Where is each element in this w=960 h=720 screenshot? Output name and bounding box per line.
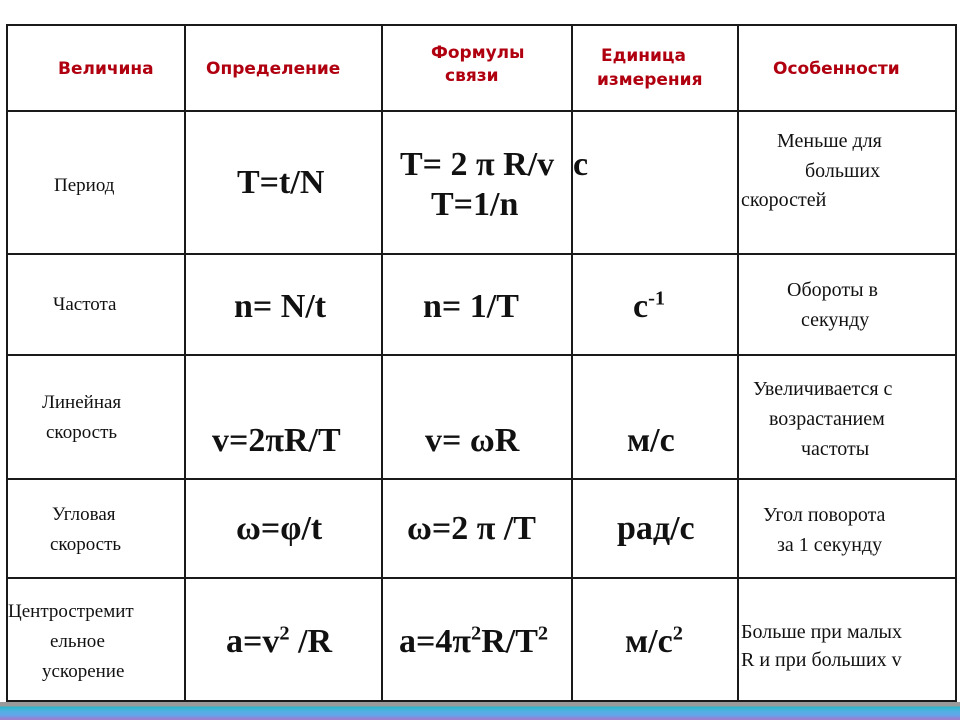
cell-formulas	[382, 254, 572, 355]
header-formulas-line2: связи	[445, 66, 499, 86]
cell-definition	[185, 355, 382, 479]
cell-name	[7, 111, 185, 254]
quantity-name-line1: Центростремит	[8, 601, 134, 622]
quantity-name-line2: скорость	[50, 534, 122, 555]
header-cell-quantity	[7, 25, 185, 111]
cell-name	[7, 578, 185, 701]
physics-table	[6, 24, 957, 702]
header-cell-definition	[185, 25, 382, 111]
cell-definition	[185, 254, 382, 355]
note-line3: частоты	[801, 438, 870, 460]
definition-formula: n= N/t	[234, 288, 327, 325]
cell-name	[7, 355, 185, 479]
header-cell-unit	[572, 25, 738, 111]
cell-formulas	[382, 355, 572, 479]
header-unit-line1: Единица	[601, 46, 686, 66]
table-row	[7, 479, 956, 578]
definition-formula: T=t/N	[237, 164, 325, 201]
header-quantity: Величина	[58, 59, 154, 79]
unit: c	[573, 146, 589, 183]
table-row	[7, 111, 956, 254]
quantity-name-line1: Угловая	[52, 504, 116, 525]
quantity-name-line1: Линейная	[42, 392, 122, 413]
note-line1: Обороты в	[787, 279, 878, 301]
quantity-name-line2: ельное	[50, 631, 105, 652]
definition-formula: $a=v^2$ /R	[226, 622, 333, 660]
cell-definition	[185, 111, 382, 254]
header-cell-features	[738, 25, 956, 111]
unit: рад/с	[617, 510, 695, 547]
note-line3: скоростей	[741, 189, 827, 211]
definition-formula: ω=φ/t	[236, 510, 323, 547]
note-line1: Больше при малых	[741, 621, 902, 643]
bottom-decorative-band	[0, 702, 960, 720]
cell-definition	[185, 578, 382, 701]
formula-line1: ω=2 π /T	[407, 510, 536, 547]
table-row	[7, 355, 956, 479]
cell-formulas	[382, 578, 572, 701]
table-row	[7, 254, 956, 355]
quantity-name-line2: скорость	[46, 422, 118, 443]
header-definition: Определение	[206, 59, 341, 79]
header-cell-formulas	[382, 25, 572, 111]
cell-unit	[572, 578, 738, 701]
header-formulas-line1: Формулы	[431, 43, 525, 63]
cell-formulas	[382, 479, 572, 578]
cell-note	[738, 111, 956, 254]
cell-formulas	[382, 111, 572, 254]
note-line1: Угол поворота	[763, 504, 886, 526]
cell-unit	[572, 479, 738, 578]
note-line1: Увеличивается с	[753, 378, 893, 400]
cell-definition	[185, 479, 382, 578]
note-line1: Меньше для	[777, 130, 882, 152]
formula-line1: $a=4\pi^2R/T^2$	[399, 622, 549, 660]
quantity-name: Частота	[53, 294, 117, 315]
definition-formula: v=2πR/T	[212, 422, 341, 459]
quantity-name-line3: ускорение	[42, 661, 125, 682]
header-row	[7, 25, 956, 111]
cell-name	[7, 479, 185, 578]
formula-line1: n= 1/T	[423, 288, 519, 325]
cell-note	[738, 355, 956, 479]
header-features: Особенности	[773, 59, 900, 79]
cell-note	[738, 254, 956, 355]
unit: $c^{-1}$	[633, 287, 666, 325]
quantity-name: Период	[54, 175, 115, 196]
cell-note	[738, 578, 956, 701]
unit: $м/с^2$	[625, 622, 683, 660]
cell-unit	[572, 254, 738, 355]
formula-line1: v= ωR	[425, 422, 520, 459]
note-line2: больших	[805, 160, 881, 182]
table-row	[7, 578, 956, 701]
cell-unit	[572, 355, 738, 479]
note-line2: возрастанием	[769, 408, 885, 430]
cell-unit	[572, 111, 738, 254]
formula-line2: T=1/n	[431, 186, 519, 223]
note-line2: R и при больших v	[741, 649, 902, 671]
formula-line1: T= 2 π R/v	[400, 146, 555, 183]
cell-note	[738, 479, 956, 578]
unit: м/с	[627, 422, 675, 459]
cell-name	[7, 254, 185, 355]
note-line2: за 1 секунду	[777, 534, 883, 556]
header-unit-line2: измерения	[597, 70, 703, 90]
note-line2: секунду	[801, 309, 870, 331]
